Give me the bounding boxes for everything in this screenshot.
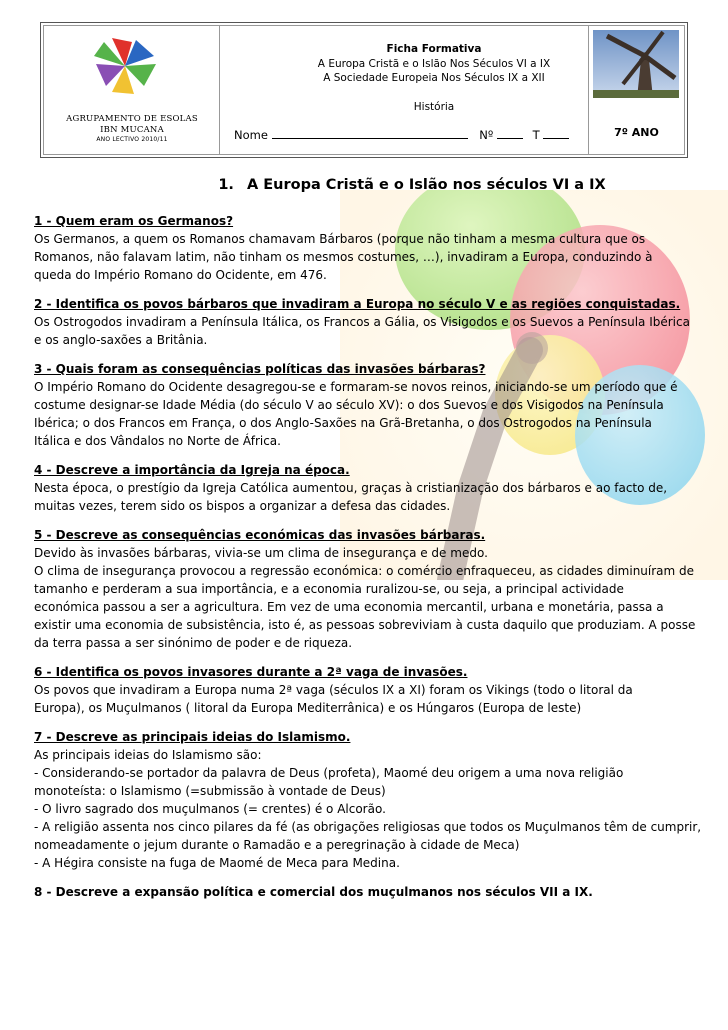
answer-1-line-2: Romanos, não falavam latim, não tinham os mesmos costumes, …), invadiram a Europa, conduzindo à	[34, 250, 653, 264]
question-3: 3 - Quais foram as consequências políticas das invasões bárbaras?	[34, 362, 486, 376]
answer-5-line-3: tamanho e perderam a sua importância, e a economia ruralizou-se, ou seja, a principal actividade	[34, 582, 624, 596]
grade-label: 7º ANO	[614, 126, 659, 139]
answer-5-line-4: económica passou a ser a agricultura. Em vez de uma economia mercantil, urbana e monetária, passa a	[34, 600, 664, 614]
worksheet-header	[40, 22, 688, 158]
question-6: 6 - Identifica os povos invasores durante a 2ª vaga de invasões.	[34, 665, 468, 679]
main-title-text: A Europa Cristã e o Islão nos séculos VI a IX	[246, 177, 606, 193]
answer-5-line-1: Devido às invasões bárbaras, vivia-se um clima de insegurança e de medo.	[34, 546, 488, 560]
class-field[interactable]	[543, 128, 569, 139]
school-name	[50, 114, 214, 136]
worksheet-subtitle-2: A Sociedade Europeia Nos Séculos IX a XII	[323, 72, 545, 84]
answer-3-line-4: Itálica e dos Vândalos no Norte de África.	[34, 434, 281, 448]
name-label: Nome	[234, 128, 268, 142]
answer-1-line-1: Os Germanos, a quem os Romanos chamavam Bárbaros (porque não tinham a mesma cultura que os	[34, 232, 646, 246]
main-title-number: 1.	[218, 177, 234, 193]
grade-block	[588, 26, 684, 154]
answer-5-line-2: O clima de insegurança provocou a regressão económica: o comércio enfraqueceu, as cidades diminuíram de	[34, 564, 695, 578]
answer-3-line-3: Ibérica; o dos Francos em França, o dos Anglo-Saxões na Grã-Bretanha, o dos Ostrogodos na Península	[34, 416, 652, 430]
question-5: 5 - Descreve as consequências económicas das invasões bárbaras.	[34, 528, 486, 542]
question-8: 8 - Descreve a expansão política e comercial dos muçulmanos nos séculos VII a IX.	[34, 885, 593, 899]
answer-4-line-2: muitas vezes, terem sido os bispos a organizar a defesa das cidades.	[34, 499, 451, 513]
worksheet-subtitle-1: A Europa Cristã e o Islão Nos Séculos VI a IX	[317, 58, 551, 70]
answer-3-line-2: costume designar-se Idade Média (do século V ao século XV): o dos Suevos e dos Visigodos na Península	[34, 398, 664, 412]
answer-7-line-6: nomeadamente o jejum durante o Ramadão e a peregrinação à cidade de Meca)	[34, 838, 520, 852]
windmill-icon	[593, 30, 679, 98]
name-field[interactable]	[272, 128, 468, 139]
section-1	[34, 212, 724, 284]
answer-7-line-4: - O livro sagrado dos muçulmanos (= crentes) é o Alcorão.	[34, 802, 386, 816]
school-year: ANO LECTIVO 2010/11	[96, 136, 168, 143]
answer-2-line-2: e os anglo-saxões a Britânia.	[34, 333, 208, 347]
answer-2-line-1: Os Ostrogodos invadiram a Península Itálica, os Francos a Gália, os Visigodos e os Suevos a Península Ibérica	[34, 315, 690, 329]
school-name-line2: IBN MUCANA	[100, 125, 164, 135]
section-3	[34, 360, 724, 450]
question-1: 1 - Quem eram os Germanos?	[34, 214, 234, 228]
number-label: Nº	[479, 128, 494, 142]
answer-5-line-5: existir uma economia de subsistência, isto é, as pessoas sobreviviam à custa daquilo que produziam. A posse	[34, 618, 696, 632]
school-block	[44, 26, 220, 154]
answer-7-line-1: As principais ideias do Islamismo são:	[34, 748, 262, 762]
answer-6-line-2: Europa), os Muçulmanos ( litoral da Europa Mediterrânica) e os Húngaros (Europa de leste)	[34, 701, 582, 715]
worksheet-title: Ficha Formativa	[386, 43, 482, 55]
question-4: 4 - Descreve a importância da Igreja na época.	[34, 463, 350, 477]
worksheet-subject: História	[413, 101, 455, 113]
section-6	[34, 663, 724, 717]
class-label: T	[532, 128, 540, 142]
section-4	[34, 461, 724, 515]
answer-7-line-7: - A Hégira consiste na fuga de Maomé de Meca para Medina.	[34, 856, 400, 870]
school-name-line1: AGRUPAMENTO DE ESOLAS	[66, 114, 198, 124]
section-8	[34, 883, 724, 901]
header-inner-frame	[43, 25, 685, 155]
answer-7-line-3: monoteísta: o Islamismo (=submissão à vontade de Deus)	[34, 784, 386, 798]
answer-4-line-1: Nesta época, o prestígio da Igreja Católica aumentou, graças à cristianização dos bárbaros e ao facto de,	[34, 481, 668, 495]
answer-1-line-3: queda do Império Romano do Ocidente, em 476.	[34, 268, 327, 282]
question-2: 2 - Identifica os povos bárbaros que invadiram a Europa no século V e as regiões conquistadas.	[34, 297, 681, 311]
main-title	[0, 177, 728, 193]
section-7	[34, 728, 724, 872]
header-center	[220, 26, 588, 154]
answer-3-line-1: O Império Romano do Ocidente desagregou-se e formaram-se novos reinos, iniciando-se um período que é	[34, 380, 678, 394]
section-2	[34, 295, 724, 349]
answer-6-line-1: Os povos que invadiram a Europa numa 2ª vaga (séculos IX a XI) foram os Vikings (todo o litoral da	[34, 683, 633, 697]
school-logo-icon	[92, 34, 158, 98]
section-5	[34, 526, 724, 652]
answer-5-line-6: da terra passa a ser sinónimo de poder e de riqueza.	[34, 636, 353, 650]
answer-7-line-5: - A religião assenta nos cinco pilares da fé (as obrigações religiosas que todos os Muçulmanos têm de cumprir,	[34, 820, 702, 834]
student-info-row	[234, 128, 574, 142]
answer-7-line-2: - Considerando-se portador da palavra de Deus (profeta), Maomé deu origem a uma nova religião	[34, 766, 624, 780]
number-field[interactable]	[497, 128, 523, 139]
question-7: 7 - Descreve as principais ideias do Islamismo.	[34, 730, 351, 744]
worksheet-content	[34, 212, 724, 912]
